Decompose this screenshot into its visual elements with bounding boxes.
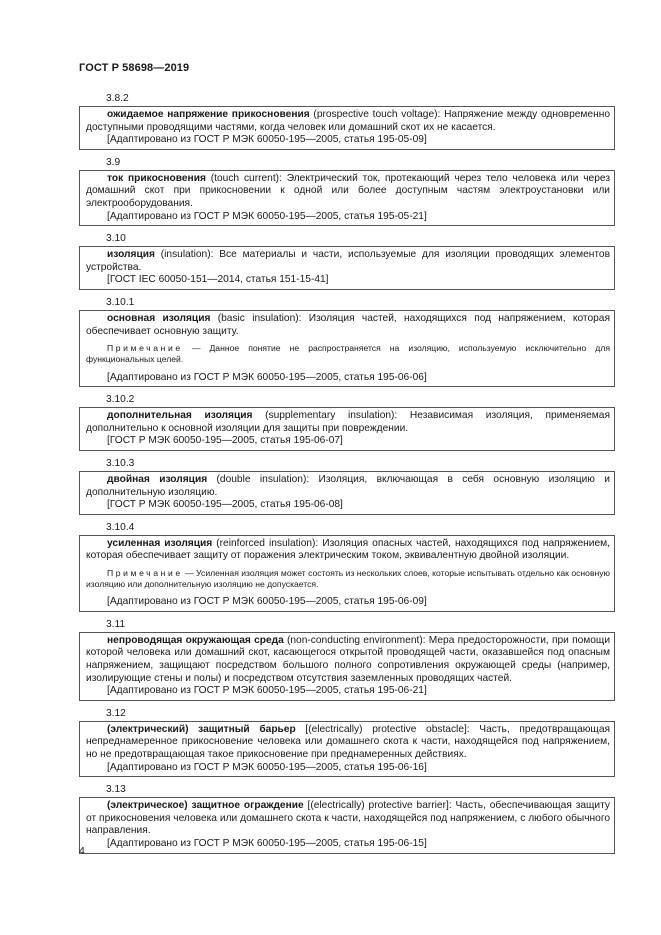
term-source: [ГОСТ Р МЭК 60050-195—2005, статья 195-06-08] xyxy=(107,499,343,511)
term-number: 3.10.4 xyxy=(79,520,615,536)
term-source: [Адаптировано из ГОСТ Р МЭК 60050-195—2005, статья 195-06-06] xyxy=(107,371,427,383)
term-name: основная изоляция xyxy=(107,312,211,324)
term-number: 3.10.1 xyxy=(79,295,615,311)
term-definition-text: (supplementary insulation): Независимая изоляция, применяемая дополнительно к основной изоляции для защиты при повреждении. xyxy=(86,410,610,434)
term-source: [Адаптировано из ГОСТ Р МЭК 60050-195—2005, статья 195-05-09] xyxy=(107,134,427,146)
term-number: 3.12 xyxy=(79,706,615,722)
note-label: Примечание xyxy=(107,343,183,354)
term-note xyxy=(86,343,610,365)
term-definition-text: (insulation): Все материалы и части, используемые для изоляции проводящих элементов устройства. xyxy=(86,249,610,273)
term-definition-text: (double insulation): Изоляция, включающая в себя основную изоляцию и дополнительную изоляцию. xyxy=(86,473,610,498)
term-name: изоляция xyxy=(107,249,155,261)
term-definition-text: (prospective touch voltage): Напряжение между одновременно доступными проводящими частями, когда человек или домашний скот их не касается. xyxy=(86,109,610,133)
term-definition xyxy=(86,249,610,274)
term-source: [Адаптировано из ГОСТ Р МЭК 60050-195—2005, статья 195-06-09] xyxy=(107,596,427,608)
term-source: [ГОСТ IEC 60050-151—2014, статья 151-15-41] xyxy=(107,274,329,286)
term-definition-text: [(electrically) protective barrier]: Часть, обеспечивающая защиту от прикосновения человека или домашнего скота к части, находящейся под напряжением, с любого обычного направления. xyxy=(86,800,610,837)
term-name: дополнительная изоляция xyxy=(107,410,253,422)
term-box xyxy=(79,798,615,853)
term-definition-text: (touch current): Электрический ток, протекающий через тело человека или через домашний скот при прикосновении к одной или более доступным частям электроустановки или электрооборудования. xyxy=(86,172,610,209)
term-note xyxy=(86,568,610,590)
term-entry xyxy=(79,155,615,226)
term-name: ток прикосновения xyxy=(107,172,206,184)
term-number: 3.9 xyxy=(79,155,615,171)
term-definition-text: (reinforced insulation): Изоляция опасных частей, находящихся под напряжением, которая обеспечивает защиту от поражения электрическим током, эквивалентную двойной изоляции. xyxy=(86,537,610,562)
term-source: [Адаптировано из ГОСТ Р МЭК 60050-195—2005, статья 195-05-21] xyxy=(107,210,427,222)
term-number: 3.10.2 xyxy=(79,392,615,408)
term-definition-text: (non-conducting environment): Мера предосторожности, при помощи которой человека или домашний скот, касающегося открытой проводящей части, оказавшейся под опасным напряжением, защищают посредством большого полного сопротивления окружающей среды (например, изолирующие стены и полы) и посредством отсутствия заземленных проводящих частей. xyxy=(86,634,611,684)
note-text: — Усиленная изоляция может состоять из нескольких слоев, которые испытывать отдельно как основную изоляцию или дополнительную изоляцию не допускается. xyxy=(86,567,610,590)
term-number: 3.11 xyxy=(79,617,615,633)
term-entry xyxy=(79,520,615,612)
term-definition xyxy=(86,109,610,134)
note-text: — Данное понятие не распространяется на изоляцию, используемую исключительно для функциональных целей. xyxy=(86,343,610,365)
term-name: непроводящая окружающая среда xyxy=(107,634,284,646)
term-box xyxy=(79,536,615,612)
term-definition-text: (basic insulation): Изоляция частей, находящихся под напряжением, которая обеспечивает основную защиту. xyxy=(86,312,610,337)
terms-list xyxy=(79,91,615,854)
term-box xyxy=(79,633,615,701)
note-label: Примечание xyxy=(107,567,183,578)
term-entry xyxy=(79,91,615,150)
term-name: (электрическое) защитное ограждение xyxy=(107,800,304,812)
term-source: [ГОСТ Р МЭК 60050-195—2005, статья 195-06-07] xyxy=(107,435,343,447)
term-source: [Адаптировано из ГОСТ Р МЭК 60050-195—2005, статья 195-06-16] xyxy=(107,761,427,773)
term-name: усиленная изоляция xyxy=(107,537,213,549)
term-entry xyxy=(79,617,615,701)
term-entry xyxy=(79,706,615,777)
term-box xyxy=(79,408,615,451)
term-definition xyxy=(86,635,610,685)
term-definition xyxy=(86,800,610,838)
term-definition-text: [(electrically) protective obstacle]: Часть, предотвращающая непреднамеренное прикосновение человека или домашнего скота к части, находящейся под напряжением, но не предотвращающая такое прикосновение при преднамеренных действиях. xyxy=(86,723,610,761)
document-header: ГОСТ Р 58698—2019 xyxy=(79,62,190,74)
term-definition xyxy=(86,474,610,499)
term-entry xyxy=(79,456,615,515)
term-source: [Адаптировано из ГОСТ Р МЭК 60050-195—2005, статья 195-06-21] xyxy=(107,685,427,697)
term-number: 3.8.2 xyxy=(79,91,615,107)
term-number: 3.10 xyxy=(79,231,615,247)
term-name: двойная изоляция xyxy=(107,473,208,485)
term-box xyxy=(79,171,615,226)
term-entry xyxy=(79,295,615,387)
term-definition xyxy=(86,173,610,211)
term-box xyxy=(79,311,615,387)
term-name: (электрический) защитный барьер xyxy=(107,723,296,735)
term-box xyxy=(79,472,615,515)
term-definition xyxy=(86,538,610,563)
term-number: 3.10.3 xyxy=(79,456,615,472)
term-entry xyxy=(79,782,615,853)
term-entry xyxy=(79,231,615,290)
term-source: [Адаптировано из ГОСТ Р МЭК 60050-195—2005, статья 195-06-15] xyxy=(107,838,427,849)
page-number: 4 xyxy=(79,845,85,857)
term-box xyxy=(79,722,615,777)
term-box xyxy=(79,107,615,150)
term-name: ожидаемое напряжение прикосновения xyxy=(107,109,310,120)
term-number: 3.13 xyxy=(79,782,615,798)
term-box xyxy=(79,247,615,290)
term-definition xyxy=(86,724,610,762)
term-definition xyxy=(86,313,610,338)
term-definition xyxy=(86,410,610,435)
term-entry xyxy=(79,392,615,451)
